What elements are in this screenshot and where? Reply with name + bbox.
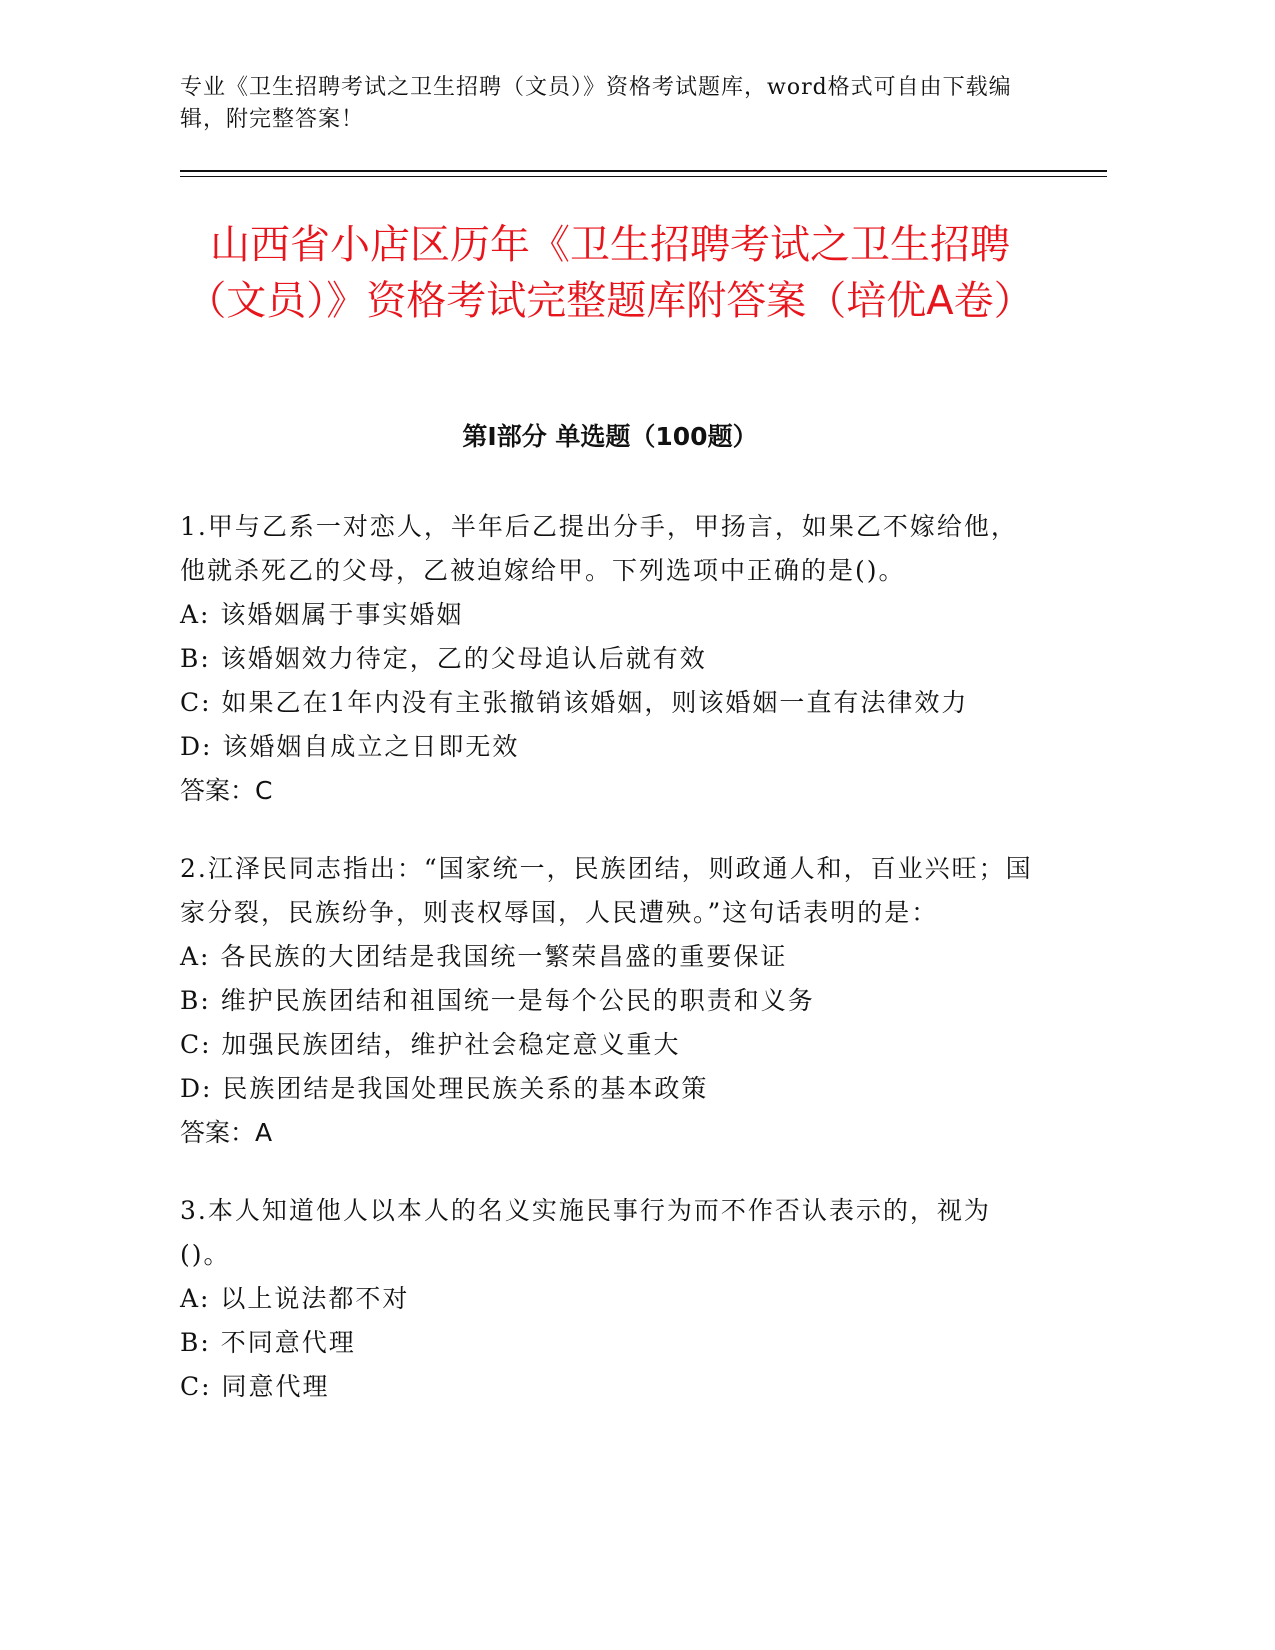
question-stem: 1.甲与乙系一对恋人，半年后乙提出分手，甲扬言，如果乙不嫁给他，他就杀死乙的父母，乙被迫嫁给甲。下列选项中正确的是()。 xyxy=(180,512,1018,585)
header-divider-thick xyxy=(180,170,1107,172)
question-3 xyxy=(180,1189,1040,1409)
section-heading: 第I部分 单选题（100题） xyxy=(462,422,758,451)
document-title: 山西省小店区历年《卫生招聘考试之卫生招聘（文员）》资格考试完整题库附答案（培优A卷） xyxy=(186,222,1034,324)
answer: 答案：C xyxy=(180,776,273,805)
option-c: C: 同意代理 xyxy=(180,1372,330,1401)
question-2 xyxy=(180,847,1040,1155)
option-c: C: 加强民族团结，维护社会稳定意义重大 xyxy=(180,1030,681,1059)
question-list xyxy=(180,505,1040,1443)
option-a: A: 各民族的大团结是我国统一繁荣昌盛的重要保证 xyxy=(180,942,788,971)
option-a: A: 以上说法都不对 xyxy=(180,1284,410,1313)
option-b: B: 维护民族团结和祖国统一是每个公民的职责和义务 xyxy=(180,986,815,1015)
header-divider-thin xyxy=(180,176,1107,177)
option-c: C: 如果乙在1年内没有主张撤销该婚姻，则该婚姻一直有法律效力 xyxy=(180,688,969,717)
answer: 答案：A xyxy=(180,1118,273,1147)
question-stem: 3.本人知道他人以本人的名义实施民事行为而不作否认表示的，视为()。 xyxy=(180,1196,991,1269)
header-note: 专业《卫生招聘考试之卫生招聘（文员）》资格考试题库，word格式可自由下载编辑，附完整答案！ xyxy=(180,75,1012,132)
option-d: D: 民族团结是我国处理民族关系的基本政策 xyxy=(180,1074,709,1103)
option-b: B: 不同意代理 xyxy=(180,1328,356,1357)
question-stem: 2.江泽民同志指出：“国家统一，民族团结，则政通人和，百业兴旺；国家分裂，民族纷争，则丧权辱国，人民遭殃。”这句话表明的是： xyxy=(180,854,1033,927)
option-b: B: 该婚姻效力待定，乙的父母追认后就有效 xyxy=(180,644,707,673)
option-a: A: 该婚姻属于事实婚姻 xyxy=(180,600,464,629)
option-d: D: 该婚姻自成立之日即无效 xyxy=(180,732,520,761)
question-1 xyxy=(180,505,1040,813)
